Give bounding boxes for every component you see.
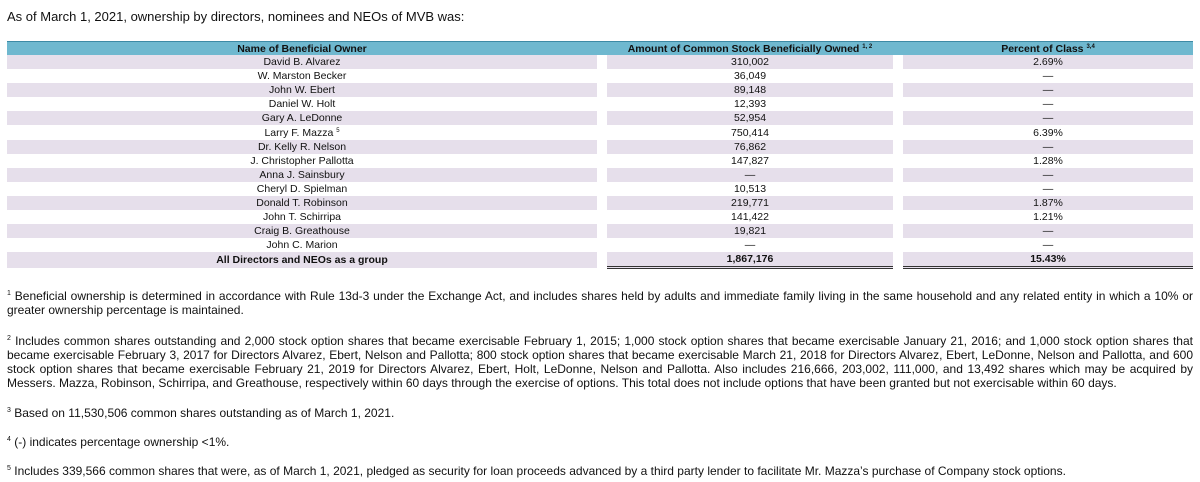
table-row	[7, 224, 1193, 238]
owner-name-cell: Larry F. Mazza $^5$	[264, 126, 340, 139]
header-amount: Amount of Common Stock Beneficially Owned $^{1, 2}$	[607, 42, 893, 56]
total-percent: 15.43%	[903, 252, 1193, 268]
amount-cell: 36,049	[733, 70, 767, 83]
owner-name-cell: Cheryl D. Spielman	[256, 182, 348, 195]
percent-cell: —	[903, 140, 1193, 154]
percent-cell: 6.39%	[1033, 126, 1063, 139]
amount-cell: 89,148	[607, 83, 893, 97]
percent-cell: 2.69%	[903, 55, 1193, 69]
table-row	[7, 55, 1193, 69]
table-row	[7, 83, 1193, 97]
percent-cell: —	[1042, 182, 1054, 195]
percent-cell: —	[1042, 98, 1054, 111]
header-owner: Name of Beneficial Owner	[7, 42, 597, 56]
table-row	[7, 182, 1193, 196]
amount-cell: 10,513	[733, 182, 767, 195]
owner-name-cell: Daniel W. Holt	[268, 98, 336, 111]
owner-name-cell: Donald T. Robinson	[7, 196, 597, 210]
table-row	[7, 154, 1193, 168]
footnote-4: $^4$ (-) indicates percentage ownership <1%.	[7, 435, 230, 449]
percent-cell: —	[1042, 70, 1054, 83]
amount-cell: 141,422	[731, 211, 769, 224]
amount-cell: —	[607, 168, 893, 182]
table-row	[7, 238, 1193, 252]
percent-cell: 1.28%	[1033, 154, 1063, 167]
percent-cell: 1.87%	[903, 196, 1193, 210]
owner-name-cell: John T. Schirripa	[262, 211, 341, 224]
table-row	[7, 140, 1193, 154]
owner-name-cell: Gary A. LeDonne	[7, 111, 597, 125]
amount-cell: 147,827	[731, 154, 769, 167]
owner-name-cell: Anna J. Sainsbury	[7, 168, 597, 182]
table-row	[7, 196, 1193, 210]
owner-name-cell: W. Marston Becker	[257, 70, 347, 83]
footnote-1: $^1$ Beneficial ownership is determined in accordance with Rule 13d-3 under the Exchange Act, and includes shares held by adults and immediate family living in the same household and any related entity in which a 10% or greater ownership percentage is maintained.	[7, 289, 1193, 317]
amount-cell: 310,002	[607, 55, 893, 69]
owner-name-cell: Dr. Kelly R. Nelson	[7, 140, 597, 154]
table-row	[7, 210, 1193, 224]
percent-cell: —	[903, 83, 1193, 97]
percent-cell: —	[1042, 239, 1054, 252]
amount-cell: 750,414	[731, 126, 769, 139]
owner-name-cell: John C. Marion	[266, 239, 338, 252]
owner-name-cell: Craig B. Greathouse	[7, 224, 597, 238]
amount-cell: 12,393	[733, 98, 767, 111]
footnote-2: $^2$ Includes common shares outstanding and 2,000 stock option shares that became exercisable February 1, 2015; 1,000 stock option shares that became exercisable January 21, 2016; and 1,000 stock option shares that became exercisable February 3, 2017 for Directors Alvarez, Ebert, Nelson and Pallotta; 800 stock option shares that became exercisable March 21, 2018 for Directors Alvarez, Ebert, LeDonne, Nelson and Pallotta, and 600 stock option shares that became exercisable February 21, 2019 for Directors Alvarez, Ebert, Holt, LeDonne, Nelson and Pallotta. Also includes 216,666, 203,002, 111,000, and 13,492 shares which may be acquired by Messers. Mazza, Robinson, Schirripa, and Greathouse, respectively within 60 days through the exercise of options. This total does not include options that have been granted but not exercisable within 60 days.	[7, 334, 1193, 390]
amount-cell: 19,821	[607, 224, 893, 238]
amount-cell: —	[744, 239, 756, 252]
total-amount: 1,867,176	[607, 252, 893, 268]
table-row	[7, 69, 1193, 83]
total-row	[7, 252, 1193, 268]
total-label: All Directors and NEOs as a group	[7, 252, 597, 268]
header-percent: Percent of Class $^{3,4}$	[903, 42, 1193, 56]
owner-name-cell: David B. Alvarez	[7, 55, 597, 69]
percent-cell: —	[903, 111, 1193, 125]
intro-text: As of March 1, 2021, ownership by directors, nominees and NEOs of MVB was:	[7, 9, 465, 24]
table-row	[7, 125, 1193, 139]
percent-cell: —	[903, 224, 1193, 238]
percent-cell: —	[903, 168, 1193, 182]
footnote-5: $^5$ Includes 339,566 common shares that were, as of March 1, 2021, pledged as security for loan proceeds advanced by a third party lender to facilitate Mr. Mazza’s purchase of Company stock options.	[7, 464, 1066, 478]
table-header-row	[7, 42, 1193, 56]
owner-name-cell: J. Christopher Pallotta	[250, 154, 354, 167]
percent-cell: 1.21%	[1033, 211, 1063, 224]
table-row	[7, 111, 1193, 125]
amount-cell: 219,771	[607, 196, 893, 210]
owner-name-cell: John W. Ebert	[7, 83, 597, 97]
table-row	[7, 97, 1193, 111]
amount-cell: 52,954	[607, 111, 893, 125]
footnote-3: $^3$ Based on 11,530,506 common shares outstanding as of March 1, 2021.	[7, 406, 395, 420]
amount-cell: 76,862	[607, 140, 893, 154]
table-row	[7, 168, 1193, 182]
ownership-table	[7, 41, 1193, 269]
